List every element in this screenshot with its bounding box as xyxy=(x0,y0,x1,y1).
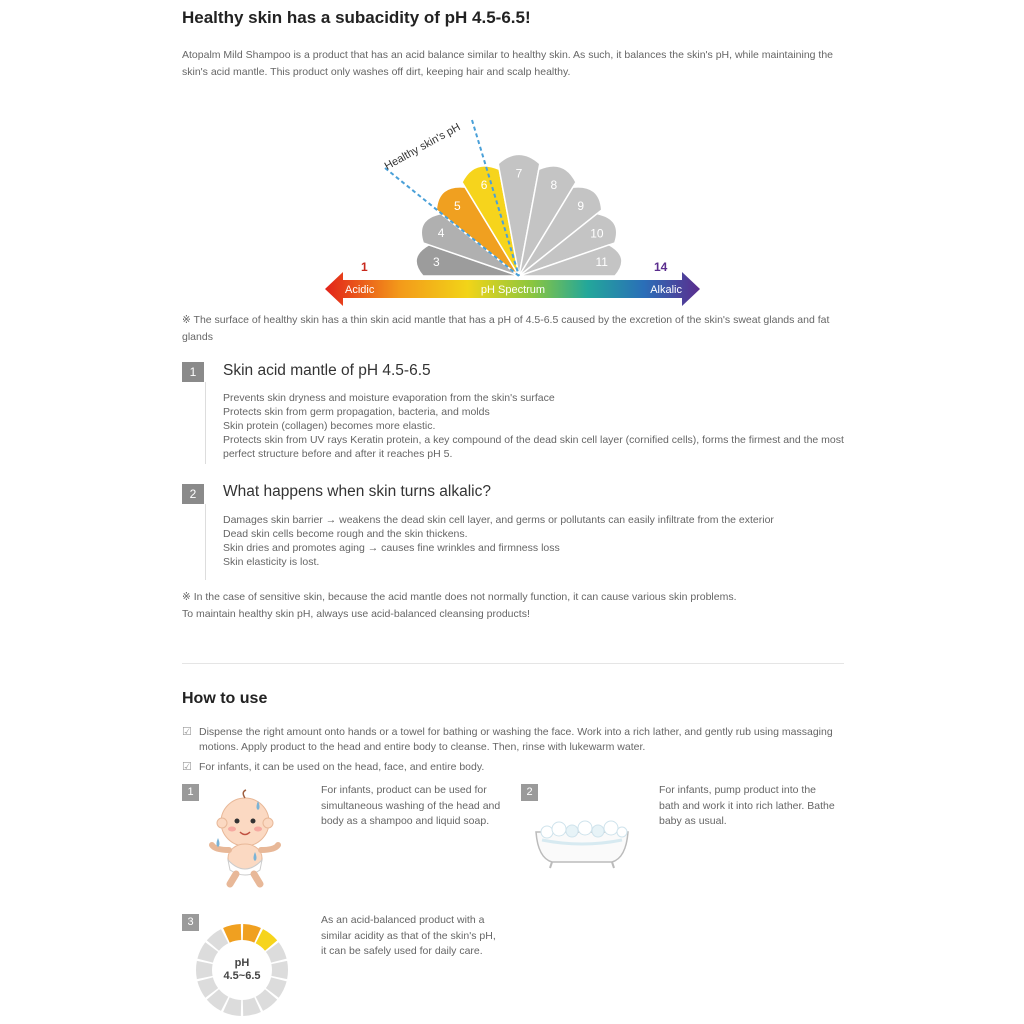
step-3-number: 3 xyxy=(182,914,199,931)
bathtub-illustration xyxy=(532,818,632,873)
ph-fan-chart xyxy=(315,108,715,313)
fan-petal-label-7: 7 xyxy=(515,166,523,181)
ring-label-ph: pH xyxy=(234,957,250,969)
step-1-text: For infants, product can be used for simultaneous washing of the head and body as a shampoo and liquid soap. xyxy=(321,784,501,827)
section-2-number: 2 xyxy=(182,484,204,504)
section-1-title: Skin acid mantle of pH 4.5-6.5 xyxy=(223,362,431,379)
step-2-number: 2 xyxy=(521,784,538,801)
how-to-use-title: How to use xyxy=(182,690,268,707)
step-3-text: As an acid-balanced product with a similar acidity as that of the skin's pH, it can be safely used for daily care. xyxy=(321,914,496,957)
checkbox-icon: ☑ xyxy=(182,726,192,738)
fan-petal-label-11: 11 xyxy=(595,255,608,270)
usage-check-2-text: For infants, it can be used on the head, face, and entire body. xyxy=(199,761,485,773)
section-1-number: 1 xyxy=(182,362,204,382)
section-2-line: Dead skin cells become rough and the skin thickens. xyxy=(223,528,468,540)
section-2-body xyxy=(223,513,853,569)
spectrum-min-label: 1 xyxy=(361,260,368,274)
fan-petal-label-3: 3 xyxy=(432,255,440,270)
checkbox-icon: ☑ xyxy=(182,761,192,773)
ph-ring-illustration xyxy=(192,920,292,1020)
section-1-line: Skin protein (collagen) becomes more elastic. xyxy=(223,420,436,432)
section-2-line: Damages skin barrier → weakens the dead skin cell layer, and germs or pollutants can easily infiltrate from the exterior xyxy=(223,514,774,526)
section-2-line: Skin elasticity is lost. xyxy=(223,556,320,568)
fan-petal-label-5: 5 xyxy=(453,199,461,214)
section-2-title: What happens when skin turns alkalic? xyxy=(223,483,491,500)
section-1-line: Prevents skin dryness and moisture evaporation from the skin's surface xyxy=(223,392,555,404)
spectrum-label: pH Spectrum xyxy=(480,284,546,296)
ph-ring-segment xyxy=(271,961,288,979)
usage-check-1-text: Dispense the right amount onto hands or a towel for bathing or washing the face. Work into a rich lather, and gently rub using massaging motions. Apply product to the head and entire body to cleanse. Then, rinse with lukewarm water. xyxy=(199,726,833,753)
acidic-label: Acidic xyxy=(345,284,375,296)
fan-petal-label-4: 4 xyxy=(437,226,445,241)
section-2-divider xyxy=(205,504,206,580)
page-heading: Healthy skin has a subacidity of pH 4.5-6.5! xyxy=(182,8,531,27)
ring-label-range: 4.5~6.5 xyxy=(223,970,261,982)
ph-ring-segment xyxy=(196,961,213,979)
acid-mantle-note: ※ The surface of healthy skin has a thin skin acid mantle that has a pH of 4.5-6.5 caused by the excretion of the skin's sweat glands and fat glands xyxy=(182,314,830,343)
fan-petal-label-9: 9 xyxy=(577,199,585,214)
baby-illustration xyxy=(200,788,290,888)
section-divider xyxy=(182,663,844,664)
healthy-ph-annotation: Healthy skin's pH xyxy=(382,121,463,173)
section-1-line: Protects skin from germ propagation, bacteria, and molds xyxy=(223,406,490,418)
section-1-line: Protects skin from UV rays Keratin protein, a key compound of the dead skin cell layer (cornified cells), forms the firmest and the most perfect structure before and after it reaches pH 5. xyxy=(223,434,844,460)
step-2-text: For infants, pump product into the bath and work it into rich lather. Bathe baby as usual. xyxy=(659,784,835,827)
section-1-divider xyxy=(205,382,206,464)
fan-petal-label-6: 6 xyxy=(480,177,488,192)
fan-petals xyxy=(416,154,622,276)
section-1-body xyxy=(223,391,853,461)
alkalic-label: Alkalic xyxy=(650,284,682,296)
section-2-line: Skin dries and promotes aging → causes fine wrinkles and firmness loss xyxy=(223,542,560,554)
fan-petal-label-10: 10 xyxy=(590,226,604,241)
sensitive-skin-note: ※ In the case of sensitive skin, because the acid mantle does not normally function, it can cause various skin problems. xyxy=(182,591,737,603)
step-1-number: 1 xyxy=(182,784,199,801)
intro-paragraph: Atopalm Mild Shampoo is a product that has an acid balance similar to healthy skin. As such, it balances the skin's pH, while maintaining the skin's acid mantle. This product only washes off dirt, keeping hair and scalp healthy. xyxy=(182,49,834,78)
maintain-ph-note: To maintain healthy skin pH, always use acid-balanced cleansing products! xyxy=(182,608,530,620)
spectrum-max-label: 14 xyxy=(654,260,668,274)
fan-petal-label-8: 8 xyxy=(550,177,558,192)
